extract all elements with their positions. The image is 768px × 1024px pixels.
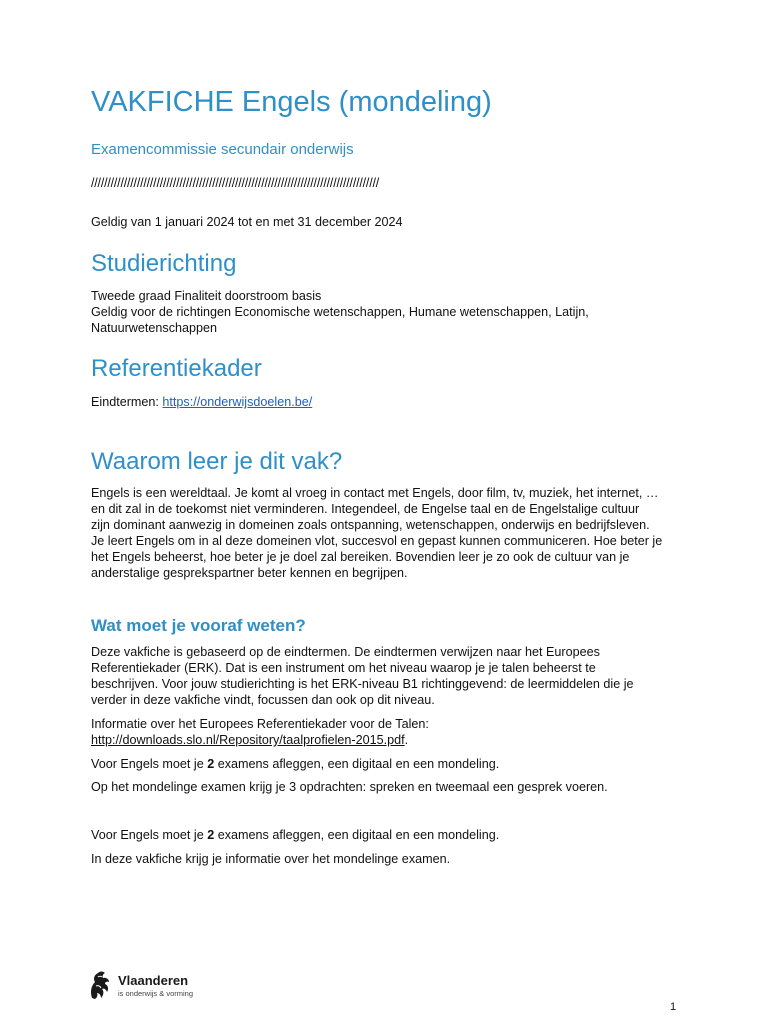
waarom-line: anderstalige gesprekspartner beter kennen en begrijpen. bbox=[91, 566, 408, 580]
exam-count-pre: Voor Engels moet je bbox=[91, 757, 208, 771]
divider-slashes: //////////////////////////////////////////////////////////////////////////////////////// bbox=[91, 176, 380, 190]
waarom-line: het Engels beheerst, hoe beter je je doel zal bereiken. Bovendien leer je zo ook de cultuur van je bbox=[91, 550, 630, 564]
eindtermen-label: Eindtermen: bbox=[91, 395, 163, 409]
exam-count-line-2 bbox=[91, 827, 691, 843]
heading-referentiekader: Referentiekader bbox=[91, 355, 262, 382]
eindtermen-link[interactable]: https://onderwijsdoelen.be/ bbox=[162, 395, 313, 409]
heading-vooraf: Wat moet je vooraf weten? bbox=[91, 616, 306, 635]
vooraf-line: verder in deze vakfiche vindt, focussen dan ook op dit niveau. bbox=[91, 693, 435, 707]
closing-line: In deze vakfiche krijg je informatie over het mondelinge examen. bbox=[91, 852, 451, 866]
erk-info bbox=[91, 716, 691, 748]
exam-count-number: 2 bbox=[207, 757, 215, 771]
vlaanderen-logo bbox=[86, 968, 216, 1004]
page-subtitle: Examencommissie secundair onderwijs bbox=[91, 141, 354, 158]
vooraf-line: Deze vakfiche is gebaseerd op de eindtermen. De eindtermen verwijzen naar het Europees bbox=[91, 645, 600, 659]
page-title: VAKFICHE Engels (mondeling) bbox=[91, 86, 492, 118]
exam-count-number: 2 bbox=[207, 828, 215, 842]
studierichting-body bbox=[91, 288, 691, 336]
heading-studierichting: Studierichting bbox=[91, 250, 237, 277]
waarom-body bbox=[91, 485, 691, 581]
mondeling-line: Op het mondelinge examen krijg je 3 opdrachten: spreken en tweemaal een gesprek voeren. bbox=[91, 780, 608, 794]
vooraf-body bbox=[91, 644, 691, 708]
exam-count-post: examens afleggen, een digitaal en een mondeling. bbox=[214, 757, 500, 771]
exam-count-post: examens afleggen, een digitaal en een mondeling. bbox=[214, 828, 500, 842]
erk-info-link[interactable]: http://downloads.slo.nl/Repository/taalprofielen-2015.pdf bbox=[91, 733, 405, 747]
vooraf-line: beschrijven. Voor jouw studierichting is het ERK-niveau B1 richtinggevend: de leermiddelen die je bbox=[91, 677, 634, 691]
erk-info-line bbox=[91, 732, 691, 748]
waarom-line: Engels is een wereldtaal. Je komt al vroeg in contact met Engels, door film, tv, muziek, het internet, … bbox=[91, 486, 659, 500]
erk-info-label: Informatie over het Europees Referentiekader voor de Talen: bbox=[91, 717, 429, 731]
studierichting-line: Tweede graad Finaliteit doorstroom basis bbox=[91, 289, 322, 303]
logo-name: Vlaanderen bbox=[118, 973, 189, 988]
waarom-line: en dit zal in de toekomst niet verminderen. Integendeel, de Engelse taal en de Engelstalige cultuur bbox=[91, 502, 640, 516]
validity-text: Geldig van 1 januari 2024 tot en met 31 december 2024 bbox=[91, 215, 403, 229]
studierichting-line: Geldig voor de richtingen Economische wetenschappen, Humane wetenschappen, Latijn, bbox=[91, 305, 589, 319]
heading-waarom: Waarom leer je dit vak? bbox=[91, 448, 343, 475]
waarom-line: Je leert Engels om in al deze domeinen vlot, succesvol en gepast kunnen communiceren. Hoe beter je bbox=[91, 534, 663, 548]
waarom-line: zijn dominant aanwezig in domeinen zoals ontspanning, wetenschappen, onderwijs en bedrijfsleven. bbox=[91, 518, 650, 532]
eindtermen-line bbox=[91, 394, 691, 410]
studierichting-line: Natuurwetenschappen bbox=[91, 321, 218, 335]
exam-count-line bbox=[91, 756, 691, 772]
exam-count-pre: Voor Engels moet je bbox=[91, 828, 208, 842]
logo-tagline: is onderwijs & vorming bbox=[118, 989, 194, 998]
vooraf-line: Referentiekader (ERK). Dat is een instrument om het niveau waarop je je talen beheerst te bbox=[91, 661, 596, 675]
lion-icon bbox=[86, 968, 114, 1002]
page-number: 1 bbox=[670, 1001, 677, 1013]
erk-info-suffix: . bbox=[404, 733, 409, 747]
